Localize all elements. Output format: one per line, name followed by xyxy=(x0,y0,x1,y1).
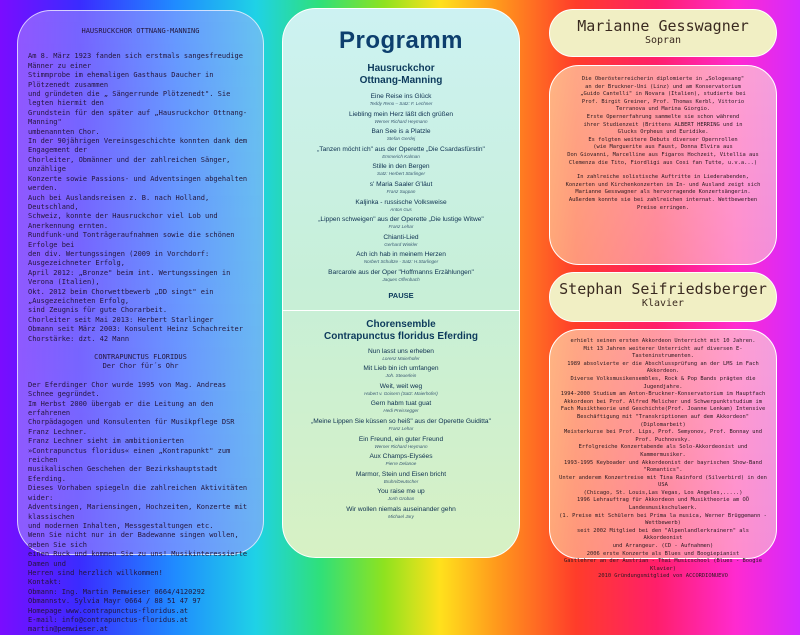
text-line: an der Bruckner-Uni (Linz) und am Konservatorium xyxy=(585,83,741,90)
song-title: You raise me up xyxy=(377,488,425,496)
text-line: Mit 13 Jahren weiterer Unterricht auf diversen E-Tasteninstrumenten. xyxy=(583,345,743,360)
text-line: April 2012: „Bronze" beim int. Wertungssingen in Verona (Italien), xyxy=(28,268,231,287)
soprano-bio-text xyxy=(558,76,768,167)
song-title: Chianti-Lied xyxy=(383,233,419,241)
section2-song-list xyxy=(289,348,513,520)
program-divider xyxy=(283,310,519,311)
text-line: Kontakt: xyxy=(28,578,62,587)
song-title: Liebling mein Herz läßt dich grüßen xyxy=(348,110,454,118)
text-line: Schweiz, konnte der Hausruckchor viel Lob und Anerkennung ernten. xyxy=(28,212,218,230)
text-line: sind Zeugnis für gute Chorarbeit. xyxy=(28,306,168,315)
song-title: Kaljinka - russische Volksweise xyxy=(355,198,447,206)
text-line: 1996 Lehrauftrag für Akkordeon und Musiktheorie am OÖ Landesmusikschulwerk. xyxy=(576,497,749,512)
song-title: Mit Lieb bin ich umfangen xyxy=(363,365,439,373)
program-item xyxy=(289,93,513,107)
text-line: 2010 Gründungsmitglied von ACCORDIONUEVO xyxy=(598,573,728,580)
text-line: und Arrangeur. (CD - Aufnahmen) xyxy=(612,543,714,550)
choir-history-text xyxy=(28,52,253,344)
text-line: Chorstärke: dzt. 42 Mann xyxy=(28,334,130,343)
program-item xyxy=(289,128,513,142)
section2-title-line2: Contrapunctus floridus Eferding xyxy=(324,330,478,342)
text-line: Diverse Volksmusikensembles, Rock & Pop Bands prägten die Jugendjahre. xyxy=(570,375,756,390)
song-composer: Jonh Groban xyxy=(387,496,415,502)
text-line: In der 90jährigen Vereinsgeschichte konnten dank dem Engagement der xyxy=(28,137,248,155)
text-line: Prof. Birgit Greiner, Prof. Thomas Kerbl, Vittorio xyxy=(581,98,745,105)
text-line: seit 2002 Mitglied bei den "Alpenlandlerkrainern" als Akkordeonist xyxy=(576,527,749,542)
song-composer: Bruhn/Deutscher xyxy=(383,478,419,484)
text-line: 1993-1995 Keyboader und Akkordeonist der bayrischen Show-Band "Romantics". xyxy=(564,459,762,474)
program-item xyxy=(289,365,513,379)
text-line: (wie Marguerite aus Faust, Donna Elvira aus xyxy=(593,144,733,151)
song-composer: Werner Richard Heymann xyxy=(374,118,428,124)
text-line: Herren sind herzlich willkommen! xyxy=(28,568,163,577)
song-title: „Tanzen möcht ich" aus der Operette „Die Csardasfürstin" xyxy=(317,145,485,153)
section1-song-list xyxy=(289,93,513,283)
song-title: „Meine Lippen Sie küssen so heiß" aus der Operette Guiditta" xyxy=(311,417,491,425)
text-line: martin@pemwieser.at xyxy=(28,625,109,634)
song-title: „Lippen schweigen" aus der Operette „Die lustige Witwe" xyxy=(318,216,484,224)
text-line: Clemenza die Tito, Fiordligi aus Cosi fan Tutte, u.v.a...) xyxy=(568,159,758,166)
text-line: Dieses Vorhaben spiegeln die zahlreichen Aktivitäten wider: xyxy=(28,484,248,502)
text-line: Konzerte sowie Passions- und Adventsingen abgehalten werden. xyxy=(28,174,248,193)
text-line: einen Ruck und kommen Sie zu uns! Musikinteressierte Damen und xyxy=(28,550,248,568)
text-line: und modernen Inhalten, Messgestaltungen etc. xyxy=(28,521,214,530)
text-line: 1989 absolvierte er die Abschlussprüfung an der LMS im Fach Akkordeon. xyxy=(567,360,759,375)
song-title: Ach ich hab in meinem Herzen xyxy=(356,251,446,259)
text-line: Preise erringen. xyxy=(637,204,689,211)
text-line: Prof. Puchnovsky. xyxy=(635,436,691,443)
text-line: Akkordeon bei Prof. Alfred Melicher und Schwerpunktstudium im xyxy=(564,398,762,405)
soprano-bio xyxy=(549,65,777,265)
text-line: Franz Lechner sieht im ambitionierten xyxy=(28,437,184,446)
pianist-name-box xyxy=(549,272,777,322)
text-line: Am 8. März 1923 fanden sich erstmals sangesfreudige Männer zu einer xyxy=(28,52,243,70)
text-line: Chorleiter, Obmänner und der zahlreichen Sänger, unzählige xyxy=(28,155,231,174)
program-item xyxy=(289,436,513,450)
program-item xyxy=(289,383,513,397)
ensemble-slogan: Der Chor für´s Ohr xyxy=(102,362,179,371)
program-item xyxy=(289,199,513,213)
text-line: In zahlreiche solistische Auftritte in Liederabenden, xyxy=(576,174,749,181)
text-line: Don Giovanni, Marcelline aus Figaros Hochzeit, Vitellia aus xyxy=(567,151,759,158)
text-line: Gastlehrer an der Austrian - Thai Musicschool (Blues - Boogie Klavier) xyxy=(564,558,762,572)
song-composer: Michael Jary xyxy=(388,513,414,519)
text-line: Wenn Sie nicht nur in der Badewanne singen wollen, geben Sie sich xyxy=(28,531,239,549)
program-item xyxy=(289,181,513,195)
program-item xyxy=(289,216,513,230)
text-line: und gründeten die „ Sängerrunde Plötzenedt". Sie legten hiermit den xyxy=(28,90,231,108)
text-line: Auch bei Auslandsreisen z. B. nach Holland, Deutschland, xyxy=(28,193,210,211)
pianist-name: Stephan Seifriedsberger xyxy=(559,280,767,298)
program-item xyxy=(289,111,513,125)
song-title: Nun lasst uns erheben xyxy=(368,347,434,355)
song-title: Marmor, Stein und Eisen bricht xyxy=(355,470,447,478)
text-line: 2006 erste Konzerte als Blues und Boogiepianist xyxy=(586,550,740,557)
song-title: Aux Champs-Elysées xyxy=(369,453,433,461)
text-line: Obmann: Ing. Martin Pemwieser 0664/4120292 xyxy=(28,587,206,596)
song-title: Barcarole aus der Oper "Hoffmanns Erzählungen" xyxy=(328,268,474,276)
soprano-name-box xyxy=(549,9,777,57)
text-line: den div. Wertungssingen (2009 in Vorchdorf: Ausgezeichneter Erfolg, xyxy=(28,249,210,268)
choir-header: HAUSRUCKCHOR OTTNANG-MANNING xyxy=(81,27,200,35)
program-item xyxy=(289,163,513,177)
song-composer: Stefan Gerdej xyxy=(386,136,416,142)
song-composer: Teddy Reno – Satz: F. Lechner xyxy=(369,101,433,106)
text-line: Außerdem konnte sie bei zahlreichen internat. Wettbewerben xyxy=(568,196,758,203)
text-line: Konzerten und Kirchenkonzerten im In- und Ausland zeigt sich xyxy=(565,181,761,188)
section1-title-line2: Ottnang-Manning xyxy=(359,75,443,86)
choir-info-panel xyxy=(17,10,264,634)
text-line: Erste Opernerfahrung sammelte sie schon während xyxy=(586,113,740,120)
text-line: Terranova und Marina Giorgio. xyxy=(615,106,711,113)
pause-label: PAUSE xyxy=(388,290,414,300)
song-composer: Emmerich Kalman xyxy=(382,153,420,159)
text-line: Erfolgreiche Konzertabende als Solo-Akkordeonist und Kammermusiker. xyxy=(578,444,748,458)
song-title: Gern habm tuat guat xyxy=(370,400,432,408)
song-composer: Anton Gus xyxy=(390,206,412,212)
program-item xyxy=(289,146,513,160)
text-line: (1. Preise mit Schülern bei Prima la musica, Werner Brüggemann - Wettbewerb) xyxy=(559,512,767,527)
pianist-bio xyxy=(549,329,777,580)
text-line: Chorpädagogen und Konsulenten für Musikpflege DSR Franz Lechner. xyxy=(28,418,235,436)
song-composer: Joh. Steuerlein xyxy=(385,373,417,379)
program-item xyxy=(289,488,513,502)
text-line: Beschäftigung mit "Transkriptionen auf dem Akkordeon" (Diplomarbeit) xyxy=(576,413,749,428)
song-title: Eine Reise ins Glück xyxy=(370,93,432,100)
ensemble-description-text xyxy=(28,381,253,635)
text-line: Es folgten weitere Debuts diverser Opernrollen xyxy=(588,136,738,143)
program-item xyxy=(289,348,513,362)
text-line: Grundstein für den später auf „Hausruckchor Ottnang-Manning" xyxy=(28,108,248,127)
song-title: s' Maria Saaler G'läut xyxy=(369,180,433,188)
song-composer: Norbert Schultze - Satz: H.Starlinger xyxy=(363,259,439,265)
text-line: Unter anderem Konzertreise mit Tina Rainford (Silverbird) in den USA xyxy=(559,474,767,489)
song-composer: Gerhard Winkler xyxy=(384,241,418,247)
song-title: Wir wollen niemals auseinander gehn xyxy=(346,505,456,513)
text-line: Der Eferdinger Chor wurde 1995 von Mag. Andreas Schnee gegründet. xyxy=(28,380,227,399)
text-line: ihrer Studienzeit (Brittens ALBERT HERRING und in xyxy=(583,121,743,128)
pianist-role: Klavier xyxy=(641,298,685,309)
section2-title-line1: Chorensemble xyxy=(366,318,436,330)
text-line: Die Oberösterreicherin diplomierte in „Sologesang" xyxy=(581,76,745,82)
soprano-bio-text-2 xyxy=(558,174,768,212)
song-composer: Franz Suppan xyxy=(386,188,416,194)
program-item xyxy=(289,269,513,283)
text-line: „Guido Cantelli" in Novara (Italien), studierte bei xyxy=(580,91,746,98)
song-composer: Satz: Herbert Starlinger xyxy=(377,171,425,177)
song-title: Weit, weit weg xyxy=(379,382,423,390)
text-line: (Chicago, St. Louis,Las Vegas, Los Angeles,.....) xyxy=(583,489,743,496)
text-line: erhielt seinen ersten Akkordeon Unterricht mit 10 Jahren. xyxy=(570,338,756,344)
song-composer: Hubert v. Goisern (Satz: Maierhofer) xyxy=(364,390,438,396)
song-title: Ein Freund, ein guter Freund xyxy=(358,435,444,443)
text-line: Marianne Gesswagner als hervorragende Konzertsängerin. xyxy=(575,189,751,196)
program-item xyxy=(289,471,513,485)
text-line: Okt. 2012 beim Chorwettbewerb „DD singt" ein „Ausgezeichneten Erfolg, xyxy=(28,287,214,305)
program-item xyxy=(289,453,513,467)
pianist-bio-text xyxy=(556,338,770,581)
program-item xyxy=(289,234,513,248)
text-line: 1994-2000 Studium am Anton-Bruckner-Konservatorium im Hauptfach xyxy=(560,391,766,398)
text-line: Rundfunk-und Tonträgeraufnahmen sowie die schönen Erfolge bei xyxy=(28,231,235,249)
text-line: Stimmprobe im ehemaligen Gasthaus Daucher in Plötzenedt zusammen xyxy=(28,71,214,89)
program-item xyxy=(289,418,513,432)
song-title: Ban See is a Platzle xyxy=(371,128,431,136)
song-composer: Werner Richard Heymann xyxy=(374,443,428,449)
song-composer: Hedi Preissegger xyxy=(383,408,419,414)
song-composer: Lorenz Maierhofer xyxy=(382,355,420,361)
section1-title-line1: Hausruckchor xyxy=(367,63,435,74)
text-line: Fach Musiktheorie und Geschichte(Prof. Joanne Lenkam) Intensive xyxy=(560,406,766,413)
program-item xyxy=(289,251,513,265)
text-line: »Contrapunctus floridus« einen „Kontrapunkt" zum reichen xyxy=(28,446,231,465)
program-item xyxy=(289,506,513,520)
text-line: E-mail: info@contrapunctus-floridus.at xyxy=(28,615,189,624)
text-line: Chorleiter seit Mai 2013: Herbert Starlinger xyxy=(28,315,214,324)
text-line: Im Herbst 2000 übergab er die Leitung an den erfahrenen xyxy=(28,399,214,418)
song-composer: Franz Lehar xyxy=(388,425,414,431)
ensemble-header: CONTRAPUNCTUS FLORIDUS xyxy=(94,353,187,361)
text-line: Meisterkurse bei Prof. Lips, Prof. Semyonov, Prof. Bonnay und xyxy=(564,429,762,436)
program-title: Programm xyxy=(338,27,464,54)
text-line: Obmannstv. Sylvia Mayr 0664 / 88 51 47 97 xyxy=(28,597,201,606)
song-composer: Pierre Delanoe xyxy=(385,461,417,467)
text-line: musikalischen Geschehen der Bezirkshauptstadt Eferding. xyxy=(28,465,218,483)
text-line: Obmann seit März 2003: Konsulent Heinz Schachreiter xyxy=(28,325,243,334)
song-title: Stille in den Bergen xyxy=(372,163,430,171)
song-composer: Jaques Offenbach xyxy=(382,276,420,282)
program-panel xyxy=(282,8,520,558)
program-item xyxy=(289,400,513,414)
text-line: Adventsingen, Mariensingen, Hochzeiten, Konzerte mit klassischen xyxy=(28,503,248,521)
soprano-role: Sopran xyxy=(644,35,682,46)
song-composer: Franz Lehar xyxy=(388,224,414,230)
text-line: Glucks Orpheus und Euridike. xyxy=(617,129,709,136)
text-line: umbenannten Chor. xyxy=(28,127,100,136)
soprano-name: Marianne Gesswagner xyxy=(577,17,749,35)
text-line: Homepage www.contrapunctus-floridus.at xyxy=(28,606,189,615)
